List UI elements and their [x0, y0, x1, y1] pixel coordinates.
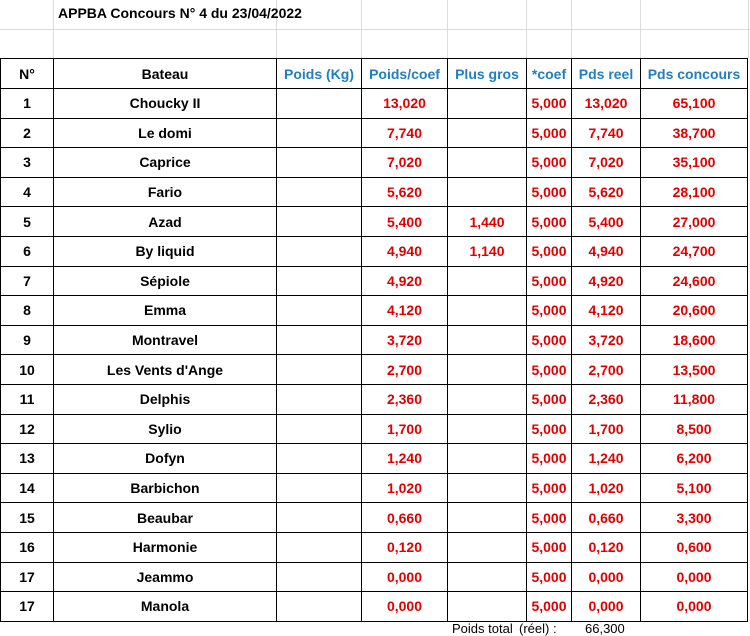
cell-poids[interactable]	[277, 355, 362, 385]
cell-rank[interactable]: 6	[1, 236, 54, 266]
cell-rank[interactable]: 2	[1, 118, 54, 148]
cell-pds-reel[interactable]: 4,920	[572, 266, 641, 296]
grid-line	[748, 0, 749, 58]
total-value[interactable]: 66,300	[585, 621, 625, 636]
table-row	[1, 473, 748, 503]
cell-poids[interactable]	[277, 266, 362, 296]
cell-plus-gros[interactable]	[448, 177, 527, 207]
cell-coef[interactable]: 5,000	[527, 473, 572, 503]
grid-line	[526, 0, 527, 58]
header-plus-gros[interactable]: Plus gros	[448, 59, 527, 89]
cell-poids-coef[interactable]: 1,240	[362, 444, 448, 474]
cell-poids[interactable]	[277, 384, 362, 414]
cell-pds-concours[interactable]: 6,200	[641, 444, 748, 474]
cell-boat-name[interactable]: Harmonie	[54, 532, 277, 562]
cell-plus-gros[interactable]	[448, 118, 527, 148]
cell-coef[interactable]: 5,000	[527, 236, 572, 266]
cell-coef[interactable]: 5,000	[527, 177, 572, 207]
cell-poids-coef[interactable]: 4,120	[362, 296, 448, 326]
cell-poids-coef[interactable]: 1,700	[362, 414, 448, 444]
cell-pds-reel[interactable]: 0,660	[572, 503, 641, 533]
cell-boat-name[interactable]: Les Vents d'Ange	[54, 355, 277, 385]
cell-rank[interactable]: 11	[1, 384, 54, 414]
cell-pds-reel[interactable]: 0,120	[572, 532, 641, 562]
cell-boat-name[interactable]: Barbichon	[54, 473, 277, 503]
cell-rank[interactable]: 3	[1, 148, 54, 178]
table-row	[1, 444, 748, 474]
header-num[interactable]: N°	[1, 59, 54, 89]
table-row	[1, 296, 748, 326]
cell-coef[interactable]: 5,000	[527, 325, 572, 355]
cell-boat-name[interactable]: Montravel	[54, 325, 277, 355]
cell-pds-reel[interactable]: 3,720	[572, 325, 641, 355]
cell-pds-reel[interactable]: 13,020	[572, 89, 641, 119]
header-pds-reel[interactable]: Pds reel	[572, 59, 641, 89]
cell-pds-concours[interactable]: 18,600	[641, 325, 748, 355]
cell-boat-name[interactable]: Sylio	[54, 414, 277, 444]
cell-coef[interactable]: 5,000	[527, 296, 572, 326]
cell-pds-reel[interactable]: 2,700	[572, 355, 641, 385]
cell-pds-concours[interactable]: 27,000	[641, 207, 748, 237]
cell-poids[interactable]	[277, 207, 362, 237]
cell-pds-concours[interactable]: 0,000	[641, 592, 748, 622]
table-row	[1, 592, 748, 622]
cell-poids-coef[interactable]: 3,720	[362, 325, 448, 355]
cell-pds-concours[interactable]: 35,100	[641, 148, 748, 178]
cell-plus-gros[interactable]	[448, 503, 527, 533]
cell-pds-concours[interactable]: 0,600	[641, 532, 748, 562]
cell-pds-reel[interactable]: 0,000	[572, 592, 641, 622]
cell-boat-name[interactable]: Le domi	[54, 118, 277, 148]
cell-rank[interactable]: 9	[1, 325, 54, 355]
cell-boat-name[interactable]: Fario	[54, 177, 277, 207]
cell-pds-reel[interactable]: 4,940	[572, 236, 641, 266]
cell-poids-coef[interactable]: 7,740	[362, 118, 448, 148]
cell-pds-concours[interactable]: 5,100	[641, 473, 748, 503]
grid-line	[361, 0, 362, 58]
table-row	[1, 148, 748, 178]
cell-poids-coef[interactable]: 0,120	[362, 532, 448, 562]
cell-coef[interactable]: 5,000	[527, 148, 572, 178]
table-row	[1, 118, 748, 148]
grid-line	[571, 0, 572, 58]
cell-plus-gros[interactable]	[448, 325, 527, 355]
cell-poids[interactable]	[277, 562, 362, 592]
table-row	[1, 266, 748, 296]
cell-boat-name[interactable]: Caprice	[54, 148, 277, 178]
cell-poids-coef[interactable]: 7,020	[362, 148, 448, 178]
cell-pds-concours[interactable]: 0,000	[641, 562, 748, 592]
cell-boat-name[interactable]: Emma	[54, 296, 277, 326]
cell-pds-concours[interactable]: 65,100	[641, 89, 748, 119]
cell-plus-gros[interactable]	[448, 89, 527, 119]
grid-line	[447, 0, 448, 58]
cell-pds-concours[interactable]: 38,700	[641, 118, 748, 148]
table-row	[1, 325, 748, 355]
cell-poids-coef[interactable]: 5,400	[362, 207, 448, 237]
cell-coef[interactable]: 5,000	[527, 355, 572, 385]
cell-poids[interactable]	[277, 118, 362, 148]
cell-pds-reel[interactable]: 1,020	[572, 473, 641, 503]
cell-plus-gros[interactable]	[448, 384, 527, 414]
cell-rank[interactable]: 1	[1, 89, 54, 119]
cell-poids-coef[interactable]: 0,660	[362, 503, 448, 533]
cell-coef[interactable]: 5,000	[527, 266, 572, 296]
grid-line	[0, 29, 750, 30]
cell-plus-gros[interactable]	[448, 592, 527, 622]
cell-plus-gros[interactable]	[448, 414, 527, 444]
cell-poids[interactable]	[277, 473, 362, 503]
cell-boat-name[interactable]: Sépiole	[54, 266, 277, 296]
cell-rank[interactable]: 4	[1, 177, 54, 207]
cell-poids[interactable]	[277, 444, 362, 474]
cell-poids-coef[interactable]: 4,940	[362, 236, 448, 266]
cell-rank[interactable]: 7	[1, 266, 54, 296]
cell-poids-coef[interactable]: 0,000	[362, 562, 448, 592]
total-label-reel: (réel) :	[519, 621, 557, 636]
cell-coef[interactable]: 5,000	[527, 532, 572, 562]
cell-plus-gros[interactable]	[448, 355, 527, 385]
cell-rank[interactable]: 17	[1, 592, 54, 622]
cell-boat-name[interactable]: Choucky II	[54, 89, 277, 119]
cell-coef[interactable]: 5,000	[527, 503, 572, 533]
cell-pds-reel[interactable]: 0,000	[572, 562, 641, 592]
cell-poids[interactable]	[277, 532, 362, 562]
cell-coef[interactable]: 5,000	[527, 89, 572, 119]
cell-poids-coef[interactable]: 13,020	[362, 89, 448, 119]
total-label: Poids total	[452, 621, 513, 636]
table-row	[1, 355, 748, 385]
cell-poids-coef[interactable]: 2,700	[362, 355, 448, 385]
cell-plus-gros[interactable]	[448, 532, 527, 562]
cell-coef[interactable]: 5,000	[527, 562, 572, 592]
cell-pds-concours[interactable]: 3,300	[641, 503, 748, 533]
cell-poids-coef[interactable]: 4,920	[362, 266, 448, 296]
cell-rank[interactable]: 13	[1, 444, 54, 474]
results-table	[0, 58, 748, 622]
cell-poids-coef[interactable]: 1,020	[362, 473, 448, 503]
cell-pds-reel[interactable]: 7,740	[572, 118, 641, 148]
cell-poids[interactable]	[277, 503, 362, 533]
header-bateau[interactable]: Bateau	[54, 59, 277, 89]
cell-rank[interactable]: 10	[1, 355, 54, 385]
cell-pds-concours[interactable]: 11,800	[641, 384, 748, 414]
cell-rank[interactable]: 16	[1, 532, 54, 562]
grid-line	[640, 0, 641, 58]
table-row	[1, 207, 748, 237]
table-row	[1, 532, 748, 562]
cell-pds-concours[interactable]: 13,500	[641, 355, 748, 385]
cell-coef[interactable]: 5,000	[527, 414, 572, 444]
cell-rank[interactable]: 15	[1, 503, 54, 533]
cell-plus-gros[interactable]	[448, 473, 527, 503]
cell-plus-gros[interactable]	[448, 148, 527, 178]
cell-coef[interactable]: 5,000	[527, 444, 572, 474]
cell-rank[interactable]: 5	[1, 207, 54, 237]
cell-poids[interactable]	[277, 325, 362, 355]
table-row	[1, 384, 748, 414]
cell-poids[interactable]	[277, 296, 362, 326]
cell-rank[interactable]: 17	[1, 562, 54, 592]
sheet-title: APPBA Concours N° 4 du 23/04/2022	[58, 5, 302, 21]
cell-poids-coef[interactable]: 2,360	[362, 384, 448, 414]
cell-pds-reel[interactable]: 4,120	[572, 296, 641, 326]
cell-poids-coef[interactable]: 0,000	[362, 592, 448, 622]
cell-coef[interactable]: 5,000	[527, 384, 572, 414]
table-row	[1, 562, 748, 592]
cell-boat-name[interactable]: By liquid	[54, 236, 277, 266]
table-row	[1, 503, 748, 533]
cell-rank[interactable]: 8	[1, 296, 54, 326]
cell-poids[interactable]	[277, 148, 362, 178]
header-pds-concours[interactable]: Pds concours	[641, 59, 748, 89]
table-row	[1, 414, 748, 444]
cell-pds-concours[interactable]: 24,700	[641, 236, 748, 266]
cell-plus-gros[interactable]	[448, 296, 527, 326]
header-coef[interactable]: *coef	[527, 59, 572, 89]
cell-pds-reel[interactable]: 1,700	[572, 414, 641, 444]
table-row	[1, 177, 748, 207]
cell-poids[interactable]	[277, 89, 362, 119]
cell-poids[interactable]	[277, 177, 362, 207]
cell-boat-name[interactable]: Manola	[54, 592, 277, 622]
cell-pds-reel[interactable]: 1,240	[572, 444, 641, 474]
cell-poids-coef[interactable]: 5,620	[362, 177, 448, 207]
cell-rank[interactable]: 12	[1, 414, 54, 444]
table-row	[1, 89, 748, 119]
cell-pds-concours[interactable]: 20,600	[641, 296, 748, 326]
cell-poids[interactable]	[277, 592, 362, 622]
cell-coef[interactable]: 5,000	[527, 592, 572, 622]
header-poids[interactable]: Poids (Kg)	[277, 59, 362, 89]
cell-coef[interactable]: 5,000	[527, 118, 572, 148]
cell-pds-concours[interactable]: 8,500	[641, 414, 748, 444]
cell-plus-gros[interactable]: 1,140	[448, 236, 527, 266]
header-row	[1, 59, 748, 89]
cell-boat-name[interactable]: Azad	[54, 207, 277, 237]
cell-pds-reel[interactable]: 5,620	[572, 177, 641, 207]
header-poids-coef[interactable]: Poids/coef	[362, 59, 448, 89]
cell-pds-concours[interactable]: 24,600	[641, 266, 748, 296]
cell-coef[interactable]: 5,000	[527, 207, 572, 237]
cell-rank[interactable]: 14	[1, 473, 54, 503]
grid-line	[53, 0, 54, 58]
cell-pds-reel[interactable]: 5,400	[572, 207, 641, 237]
table-row	[1, 236, 748, 266]
cell-boat-name[interactable]: Dofyn	[54, 444, 277, 474]
cell-boat-name[interactable]: Delphis	[54, 384, 277, 414]
cell-boat-name[interactable]: Beaubar	[54, 503, 277, 533]
cell-poids[interactable]	[277, 414, 362, 444]
cell-plus-gros[interactable]	[448, 444, 527, 474]
cell-boat-name[interactable]: Jeammo	[54, 562, 277, 592]
cell-poids[interactable]	[277, 236, 362, 266]
cell-plus-gros[interactable]	[448, 266, 527, 296]
cell-plus-gros[interactable]	[448, 562, 527, 592]
cell-pds-concours[interactable]: 28,100	[641, 177, 748, 207]
cell-plus-gros[interactable]: 1,440	[448, 207, 527, 237]
cell-pds-reel[interactable]: 7,020	[572, 148, 641, 178]
cell-pds-reel[interactable]: 2,360	[572, 384, 641, 414]
